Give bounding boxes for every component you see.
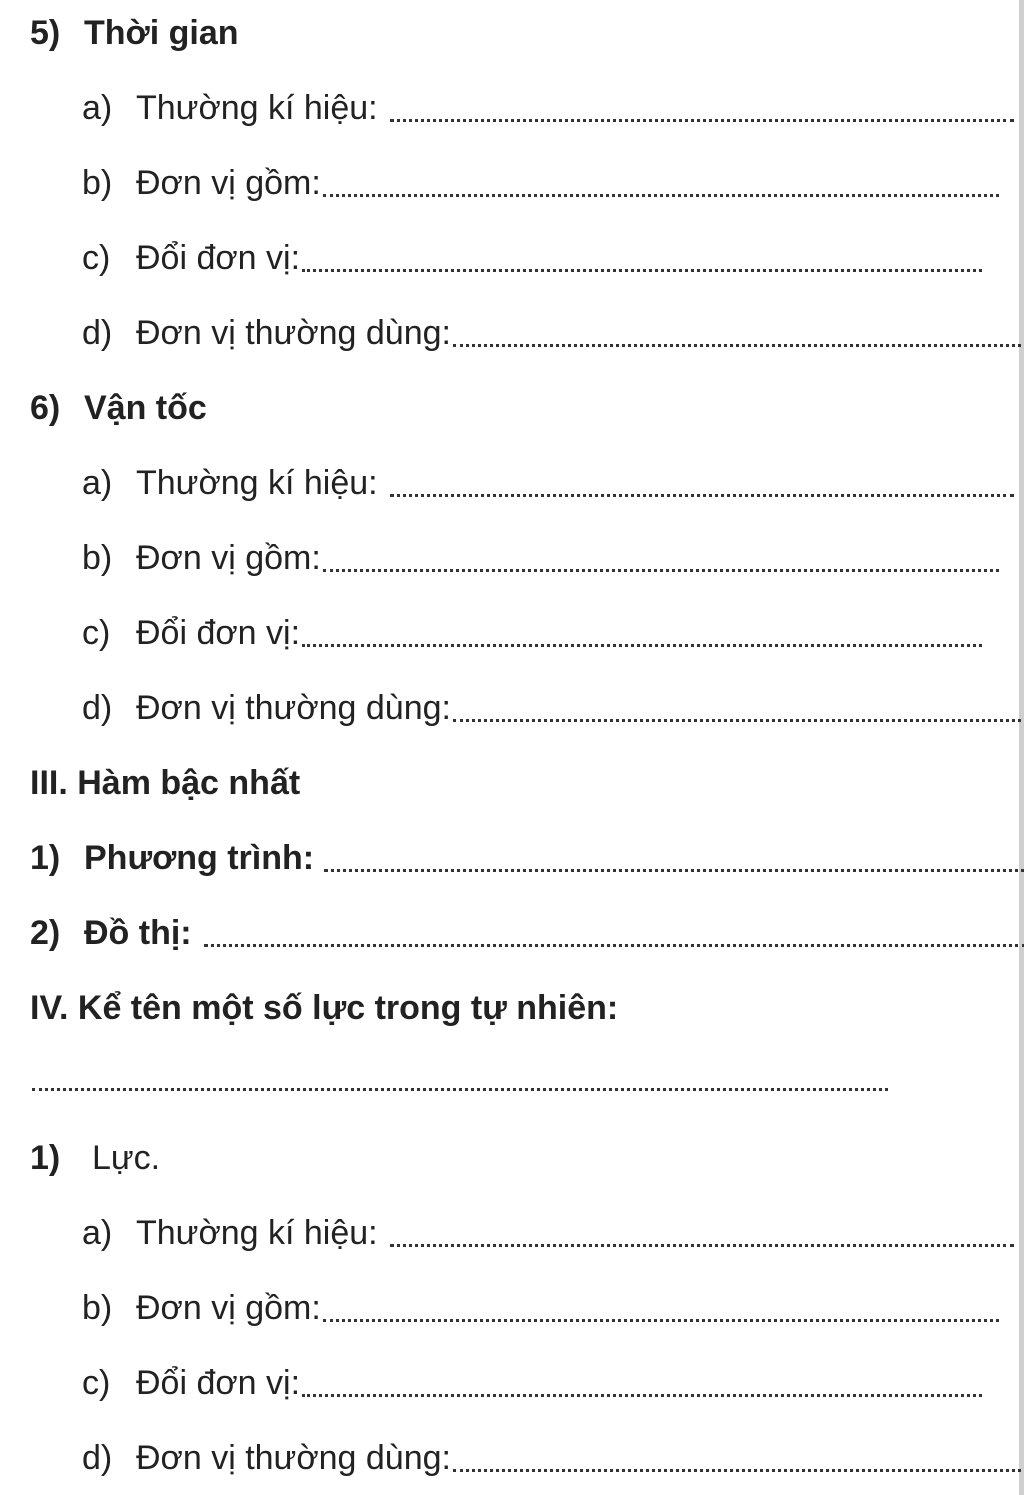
iii-1-number: 1): [30, 838, 61, 877]
iv-answer-blank[interactable]: [32, 1088, 888, 1091]
iv-1-title: Lực.: [92, 1138, 161, 1177]
section-6-title: Vận tốc: [84, 388, 207, 427]
iv-1-item-b: [82, 1283, 999, 1333]
s5-c-answer-blank[interactable]: [302, 269, 982, 272]
iii-item-1: [30, 833, 1024, 883]
iv-1-a-answer-blank[interactable]: [390, 1244, 1014, 1247]
iv-1-d-letter: d): [82, 1438, 113, 1477]
s5-c-letter: c): [82, 238, 111, 277]
s6-a-label: Thường kí hiệu:: [136, 463, 378, 502]
iii-2-label: Đồ thị:: [84, 913, 192, 952]
s5-item-b: [82, 158, 999, 208]
iv-1-a-label: Thường kí hiệu:: [136, 1213, 378, 1252]
s6-b-answer-blank[interactable]: [323, 569, 999, 572]
iv-1-a-letter: a): [82, 1213, 113, 1252]
section-6-number: 6): [30, 388, 61, 427]
iv-1-c-answer-blank[interactable]: [302, 1394, 982, 1397]
s6-c-letter: c): [82, 613, 111, 652]
iii-item-2: [30, 908, 1024, 958]
s6-item-d: [82, 683, 1024, 733]
s6-b-letter: b): [82, 538, 113, 577]
section-iv-title: IV. Kể tên một số lực trong tự nhiên:: [30, 988, 619, 1027]
section-iii-heading: [30, 758, 300, 808]
iv-1-item-d: [82, 1433, 1024, 1483]
iv-1-d-label: Đơn vị thường dùng:: [136, 1438, 451, 1477]
s6-d-letter: d): [82, 688, 113, 727]
iv-1-item-a: [82, 1208, 1014, 1258]
iv-1-b-label: Đơn vị gồm:: [136, 1288, 321, 1327]
s6-d-answer-blank[interactable]: [453, 719, 1024, 722]
s6-c-answer-blank[interactable]: [302, 644, 982, 647]
iii-1-answer-blank[interactable]: [324, 869, 1024, 872]
s5-b-answer-blank[interactable]: [323, 194, 999, 197]
section-5-heading: [30, 8, 239, 58]
s5-item-a: [82, 83, 1014, 133]
s5-d-label: Đơn vị thường dùng:: [136, 313, 451, 352]
section-iii-title: III. Hàm bậc nhất: [30, 763, 301, 802]
iv-1-b-answer-blank[interactable]: [323, 1319, 999, 1322]
s5-item-d: [82, 308, 1024, 358]
s5-item-c: [82, 233, 982, 283]
s5-a-answer-blank[interactable]: [390, 119, 1014, 122]
s5-a-letter: a): [82, 88, 113, 127]
s5-d-letter: d): [82, 313, 113, 352]
s6-a-letter: a): [82, 463, 113, 502]
page-right-edge: [1019, 0, 1024, 1495]
iv-1-item-c: [82, 1358, 982, 1408]
iv-1-c-letter: c): [82, 1363, 111, 1402]
s6-item-b: [82, 533, 999, 583]
iv-1-d-answer-blank[interactable]: [453, 1469, 1024, 1472]
s6-c-label: Đổi đơn vị:: [136, 613, 301, 652]
s6-a-answer-blank[interactable]: [390, 494, 1014, 497]
section-5-title: Thời gian: [84, 13, 239, 52]
s6-item-c: [82, 608, 982, 658]
iv-1-c-label: Đổi đơn vị:: [136, 1363, 301, 1402]
iii-2-answer-blank[interactable]: [204, 944, 1024, 947]
s5-d-answer-blank[interactable]: [453, 344, 1024, 347]
iii-2-number: 2): [30, 913, 61, 952]
iii-1-label: Phương trình:: [84, 838, 315, 877]
iv-1-b-letter: b): [82, 1288, 113, 1327]
s5-a-label: Thường kí hiệu:: [136, 88, 378, 127]
iv-1-number: 1): [30, 1138, 61, 1177]
s5-b-letter: b): [82, 163, 113, 202]
section-iv-heading: [30, 983, 618, 1033]
section-6-heading: [30, 383, 207, 433]
s5-c-label: Đổi đơn vị:: [136, 238, 301, 277]
s6-item-a: [82, 458, 1014, 508]
s5-b-label: Đơn vị gồm:: [136, 163, 321, 202]
s6-d-label: Đơn vị thường dùng:: [136, 688, 451, 727]
s6-b-label: Đơn vị gồm:: [136, 538, 321, 577]
iv-item-1: [30, 1133, 160, 1183]
section-5-number: 5): [30, 13, 61, 52]
